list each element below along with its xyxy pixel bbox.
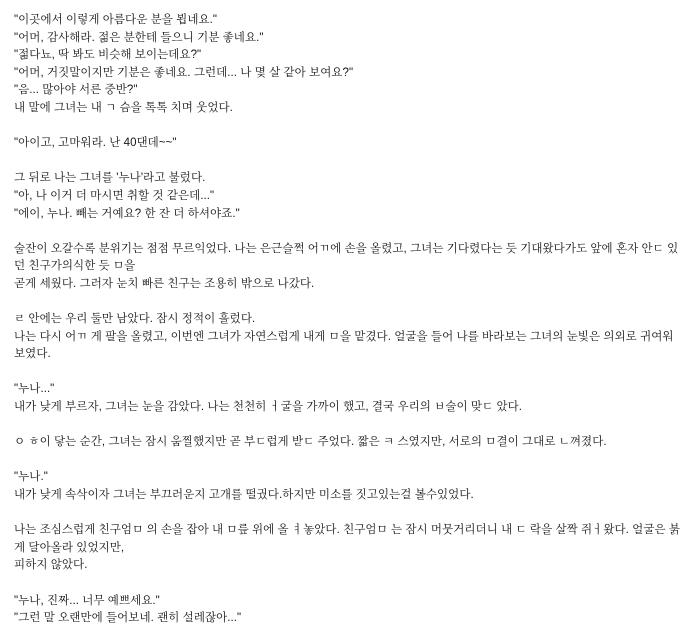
document-line: "아, 나 이거 더 마시면 취할 것 같은데...": [14, 189, 215, 202]
document-line: 내가 낮게 부르자, 그녀는 눈을 감았다. 나는 천천히 ㅓ굴을 가까이 했고, 결국 우리의 ㅂ술이 맞ㄷ 았다.: [14, 401, 523, 414]
paragraph-spacer: [14, 452, 682, 470]
document-line: "누나.": [14, 471, 48, 484]
document-line: "누나...": [14, 383, 55, 396]
paragraph-spacer: [14, 575, 682, 593]
document-line: 술잔이 오갈수록 분위기는 점점 무르익었다. 나는 은근슬쩍 어ㄲ에 손을 올렸고, 그녀는 기다렸다는 듯 기대왔다가도 앞에 혼자 안ㄷ 있던 친구가의식한 듯 ㅁ을: [14, 242, 679, 273]
document-line: 피하지 않았다.: [14, 559, 88, 572]
paragraph-spacer: [14, 417, 682, 435]
document-line: "이곳에서 이렇게 아름다운 분을 뵙네요.": [14, 14, 218, 26]
document-line: 내 말에 그녀는 내 ㄱ 슴을 톡톡 치며 웃었다.: [14, 101, 233, 114]
document-line: "음... 많아야 서른 중반?": [14, 84, 138, 97]
document-line: ㄹ 안에는 우리 둘만 남았다. 잠시 정적이 흘렀다.: [14, 313, 256, 326]
paragraph-spacer: [14, 223, 682, 241]
paragraph-spacer: [14, 118, 682, 136]
paragraph-spacer: [14, 153, 682, 171]
paragraph-spacer: [14, 294, 682, 312]
document-line: ㅇ ㅎ이 닿는 순간, 그녀는 잠시 움찔했지만 곧 부ㄷ럽게 받ㄷ 주었다. 짧은 ㅋ 스였지만, 서로의 ㅁ결이 그대로 ㄴ껴졌다.: [14, 436, 607, 449]
document-line: "어머, 감사해라. 젊은 분한테 들으니 기분 좋네요.": [14, 31, 264, 44]
document-line: 곧게 세웠다. 그러자 눈치 빠른 친구는 조용히 밖으로 나갔다.: [14, 277, 315, 290]
document-line: "아이고, 고마워라. 난 40댄데~~": [14, 137, 177, 150]
document-line: "젊다뇨, 딱 봐도 비슷해 보이는데요?": [14, 49, 202, 62]
document-line: 나는 조심스럽게 친구엄ㅁ 의 손을 잡아 내 ㅁ릎 위에 올 ㅕ놓았다. 친구엄ㅁ 는 잠시 머뭇거리더니 내 ㄷ 락을 살짝 쥐ㅓ왔다. 얼굴은 붉게 달아올라 있었지만,: [14, 524, 681, 554]
document-line: 그 뒤로 나는 그녀를 '누나'라고 불렀다.: [14, 172, 206, 185]
document-line: "누나, 진짜... 너무 예쁘세요.": [14, 594, 160, 607]
document-line: "그런 말 오랜만에 들어보네. 괜히 설레잖아...": [14, 612, 242, 625]
paragraph-spacer: [14, 364, 682, 382]
paragraph-spacer: [14, 505, 682, 523]
document-line: 나는 다시 어ㄲ 게 팔을 올렸고, 이번엔 그녀가 자연스럽게 내게 ㅁ을 맡겼다. 얼굴을 들어 나를 바라보는 그녀의 눈빛은 의외로 귀여워 보였다.: [14, 330, 677, 361]
document-line: "어머, 거짓말이지만 기분은 좋네요. 그런데... 나 몇 살 같아 보여요?": [14, 66, 354, 79]
document-line: 내가 낮게 속삭이자 그녀는 부끄러운지 고개를 떨궜다.하지만 미소를 짓고있는걸 볼수있었다.: [14, 489, 474, 502]
document-line: "에이, 누나. 빼는 거예요? 한 잔 더 하셔야죠.": [14, 207, 240, 220]
